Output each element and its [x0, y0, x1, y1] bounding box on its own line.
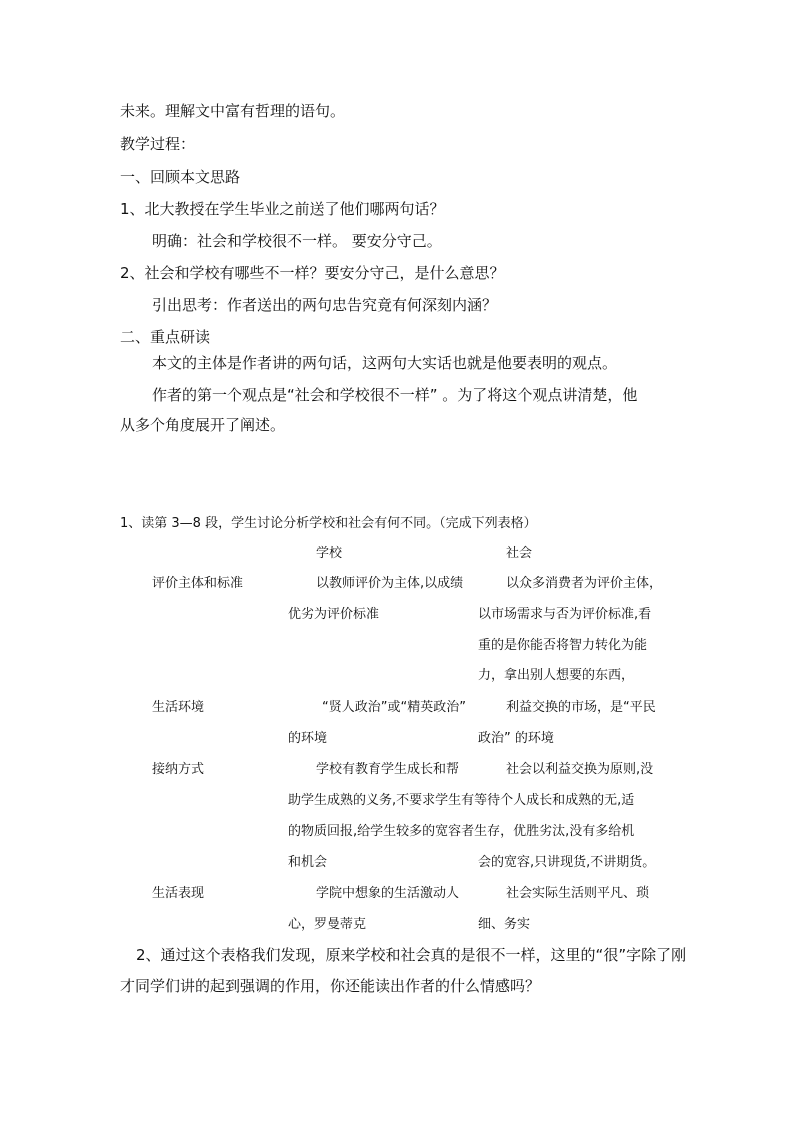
answer: 明确：社会和学校很不一样。 要安分守己。 — [152, 232, 442, 250]
row-label: 生活环境 — [152, 700, 205, 715]
school-cell-line: 和机会 — [288, 855, 328, 870]
row-label: 接纳方式 — [152, 762, 205, 777]
school-cell-line: 心，罗曼蒂克 — [288, 917, 367, 932]
intro-line: 未来。理解文中富有哲理的语句。 — [120, 102, 346, 120]
task-instruction: 1、读第 3—8 段，学生讨论分析学校和社会有何不同。（完成下列表格） — [120, 516, 537, 531]
row-label: 评价主体和标准 — [152, 576, 244, 591]
section-heading: 一、回顾本文思路 — [120, 168, 241, 186]
society-cell-line: 利益交换的市场，是“平民 — [506, 700, 656, 715]
row-label: 生活表现 — [152, 886, 205, 901]
society-cell-line: 力，拿出别人想要的东西， — [478, 668, 635, 683]
society-cell-line: 社会以利益交换为原则,没 — [506, 762, 654, 777]
society-cell-line: 政治” 的环境 — [478, 731, 554, 746]
school-cell-line: 的物质回报,给学生较多的宽容者生存，优胜劣汰,没有多给机 — [288, 824, 635, 839]
section-heading: 二、重点研读 — [120, 328, 211, 346]
paragraph-line: 作者的第一个观点是“社会和学校很不一样” 。为了将这个观点讲清楚，他 — [152, 386, 638, 404]
task-question-line: 才同学们讲的起到强调的作用，你还能读出作者的什么情感吗？ — [120, 977, 541, 995]
column-header-school: 学校 — [316, 546, 343, 561]
task-question-line: 2、通过这个表格我们发现，原来学校和社会真的是很不一样，这里的“很”字除了刚 — [136, 946, 687, 964]
school-cell-line: 的环境 — [288, 731, 328, 746]
society-cell-line: 以市场需求与否为评价标准,看 — [478, 607, 652, 622]
question: 1、北大教授在学生毕业之前送了他们哪两句话？ — [120, 200, 445, 218]
column-header-society: 社会 — [506, 546, 533, 561]
society-cell-line: 会的宽容,只讲现货,不讲期货。 — [478, 855, 656, 870]
question: 2、社会和学校有哪些不一样？要安分守己，是什么意思？ — [120, 264, 505, 282]
answer: 引出思考：作者送出的两句忠告究竟有何深刻内涵？ — [152, 296, 498, 314]
intro-line: 教学过程： — [120, 135, 196, 153]
school-cell-line: 优劣为评价标准 — [288, 607, 380, 622]
school-cell-line: 以教师评价为主体,以成绩 — [316, 576, 464, 591]
society-cell-line: 社会实际生活则平凡、琐 — [506, 886, 650, 901]
society-cell-line: 重的是你能否将智力转化为能 — [478, 638, 648, 653]
school-cell-line: 学校有教育学生成长和帮 — [316, 762, 460, 777]
society-cell-line: 以众多消费者为评价主体， — [506, 576, 663, 591]
school-cell-line: 学院中想象的生活激动人 — [316, 886, 460, 901]
school-cell-line: 助学生成熟的义务,不要求学生有等待个人成长和成熟的无,适 — [288, 793, 635, 808]
school-cell-line: “贤人政治”或“精英政治” — [322, 700, 466, 715]
paragraph-line: 从多个角度展开了阐述。 — [120, 416, 286, 434]
paragraph-line: 本文的主体是作者讲的两句话，这两句大实话也就是他要表明的观点。 — [152, 354, 618, 372]
society-cell-line: 细、务实 — [478, 917, 531, 932]
